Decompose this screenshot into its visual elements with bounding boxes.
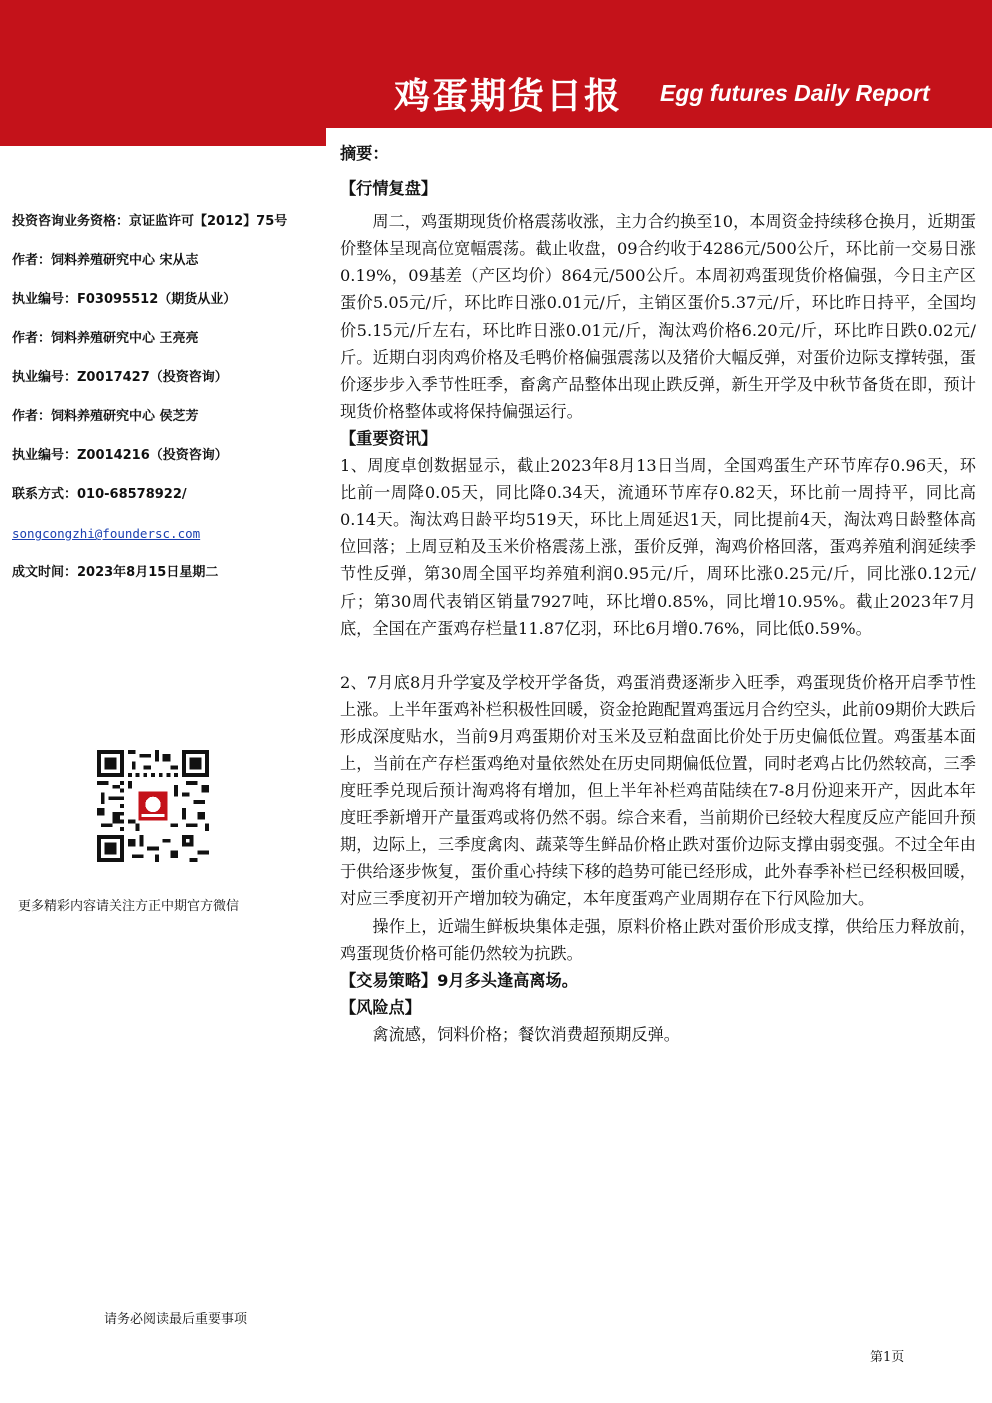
qr-code-icon [97,750,209,862]
summary-label: 摘要： [340,144,389,163]
risk-text: 禽流感，饲料价格；餐饮消费超预期反弹。 [372,1024,680,1044]
market-review-text: 周二，鸡蛋期现货价格震荡收涨，主力合约换至10，本周资金持续移仓换月，近期蛋价整体呈现高位宽幅震荡。截止收盘，09合约收于4286元/500公斤，环比前一交易日涨0.19%，09基差（产区均价）864元/500公斤。本周初鸡蛋现货价格偏强，今日主产区蛋价5.05元/斤，环比昨日涨0.01元/斤，主销区蛋价5.37元/斤，环比昨日持平，全国均价5.15元/斤左右，环比昨日涨0.01元/斤，淘汰鸡价格6.20元/斤，环比昨日跌0.02元/斤。近期白羽肉鸡价格及毛鸭价格偏强震荡以及猪价大幅反弹，对蛋价边际支撑转强，蛋价逐步步入季节性旺季，畜禽产品整体出现止跌反弹，新生开学及中秋节备货在即，预计现货价格整体或将保持偏强运行。 [340,212,976,421]
strategy-line [340,967,976,994]
operation-text: 操作上，近端生鲜板块集体走强，原料价格止跌对蛋价形成支撑，供给压力释放前，鸡蛋现货价格可能仍然较为抗跌。 [340,916,976,963]
author-line: 作者：饲料养殖研究中心 宋从志 [12,253,199,268]
header-banner [0,0,992,146]
page-number: 第1页 [870,1350,905,1365]
strategy-text: 9月多头逢高离场。 [437,970,578,990]
risk-heading: 【风险点】 [340,997,421,1017]
news-heading: 【重要资讯】 [340,428,438,448]
report-title-cn: 鸡蛋期货日报 [394,76,623,117]
qualification-line: 投资咨询业务资格：京证监许可【2012】75号 [12,214,288,229]
market-review-heading: 【行情复盘】 [340,179,438,199]
contact-line: 联系方式：010-68578922/ [12,487,187,502]
author-line: 作者：饲料养殖研究中心 王亮亮 [12,331,199,346]
strategy-heading: 【交易策略】 [340,970,438,990]
author-line: 作者：饲料养殖研究中心 侯芝芳 [12,409,199,424]
license-line: 执业编号：Z0014216（投资咨询） [12,448,228,463]
date-line: 成文时间：2023年8月15日星期二 [12,565,219,580]
license-line: 执业编号：Z0017427（投资咨询） [12,370,228,385]
qr-caption: 更多精彩内容请关注方正中期官方微信 [18,899,240,914]
author-sidebar [12,212,317,602]
report-title-en: Egg futures Daily Report [660,80,930,106]
license-line: 执业编号：F03095512（期货从业） [12,292,237,307]
news-item-2: 2、7月底8月升学宴及学校开学备货，鸡蛋消费逐渐步入旺季，鸡蛋现货价格开启季节性上涨。上半年蛋鸡补栏积极性回暖，资金抢跑配置鸡蛋远月合约空头，此前09期价大跌后形成深度贴水，当前9月鸡蛋期价对玉米及豆粕盘面比价处于历史偏低位置。鸡蛋基本面上，当前在产存栏蛋鸡绝对量依然处在历史同期偏低位置，同时老鸡占比仍然较高，三季度旺季兑现后预计淘鸡将有增加，但上半年补栏鸡苗陆续在7-8月份迎来开产，因此本年度旺季新增开产量蛋鸡或将仍然不弱。综合来看，当前期价已经较大程度反应产能回升预期，边际上，三季度禽肉、蔬菜等生鲜品价格止跌对蛋价边际支撑由弱变强。不过全年由于供给逐步恢复，蛋价重心持续下移的趋势可能已经形成，此外春季补栏已经积极回暖，对应三季度初开产增加较为确定，本年度蛋鸡产业周期存在下行风险加大。 [340,672,976,909]
disclaimer-note: 请务必阅读最后重要事项 [104,1312,248,1327]
news-item-1: 1、周度卓创数据显示，截止2023年8月13日当周，全国鸡蛋生产环节库存0.96天，环比前一周降0.05天，同比降0.34天，流通环节库存0.82天，环比前一周持平，同比高0.14天。淘汰鸡日龄平均519天，环比上周延迟1天，同比提前4天，淘汰鸡日龄整体高位回落；上周豆粕及玉米价格震荡上涨，蛋价反弹，淘鸡价格回落，蛋鸡养殖利润延续季节性反弹，第30周全国平均养殖利润0.95元/斤，周环比涨0.25元/斤，同比涨0.12元/斤；第30周代表销区销量7927吨，环比增0.85%，同比增10.95%。截止2023年7月底，全国在产蛋鸡存栏量11.87亿羽，环比6月增0.76%，同比低0.59%。 [340,456,976,638]
report-body [340,140,976,1048]
email-link[interactable]: songcongzhi@foundersc.com [12,526,201,541]
